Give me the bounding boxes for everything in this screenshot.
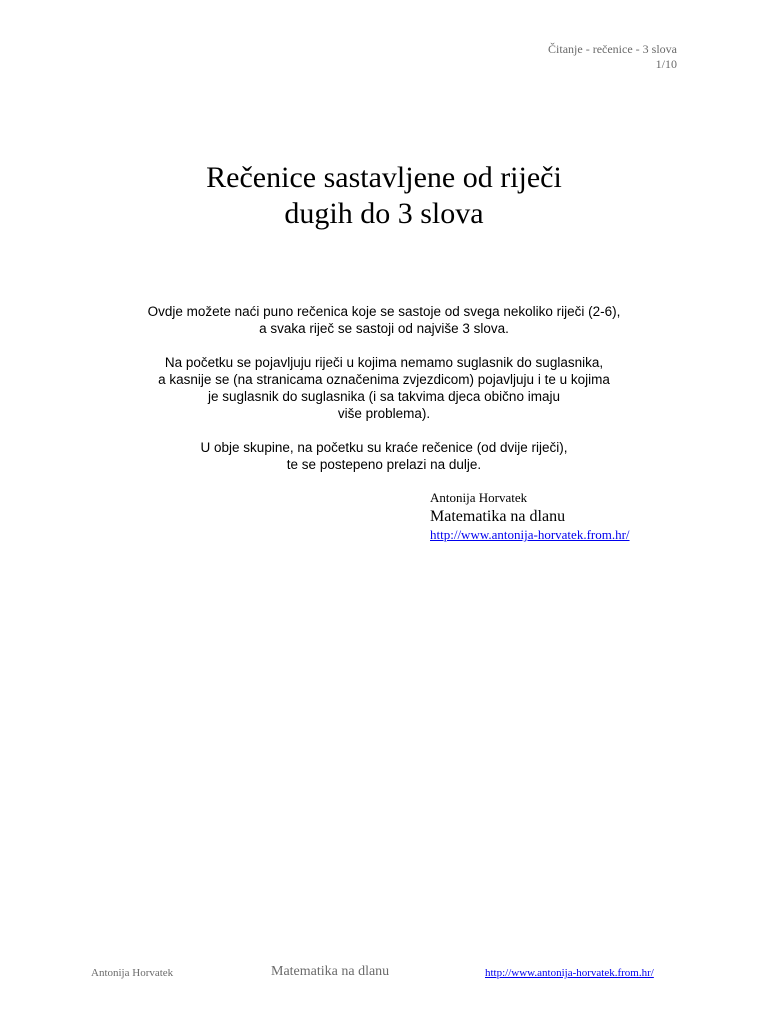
title-line-1: Rečenice sastavljene od riječi (206, 161, 562, 194)
signature-link[interactable]: http://www.antonija-horvatek.from.hr/ (430, 527, 630, 542)
intro-paragraph-2 (0, 354, 768, 422)
footer-author: Antonija Horvatek (91, 967, 174, 979)
signature-author: Antonija Horvatek (430, 490, 528, 505)
intro-line: te se postepeno prelazi na dulje. (286, 457, 482, 472)
page-number: 1/10 (655, 57, 677, 71)
page-title (0, 160, 768, 232)
document-title: Čitanje - rečenice - 3 slova (548, 42, 677, 56)
intro-line: više problema). (337, 406, 431, 421)
intro-line: je suglasnik do suglasnika (i sa takvima djeca obično imaju (208, 389, 560, 404)
intro-line: Na početku se pojavljuju riječi u kojima nemamo suglasnik do suglasnika, (164, 355, 604, 370)
footer-site-name: Matematika na dlanu (271, 964, 390, 979)
page-header (548, 42, 677, 72)
intro-paragraph-3 (0, 439, 768, 473)
intro-line: a svaka riječ se sastoji od najviše 3 slova. (259, 321, 509, 336)
title-line-2: dugih do 3 slova (284, 197, 484, 230)
intro-line: a kasnije se (na stranicama označenima zvjezdicom) pojavljuju i te u kojima (158, 372, 610, 387)
footer-link[interactable]: http://www.antonija-horvatek.from.hr/ (485, 967, 654, 979)
page-footer (0, 964, 768, 984)
intro-paragraph-1 (0, 303, 768, 337)
intro-line: Ovdje možete naći puno rečenica koje se sastoje od svega nekoliko riječi (2-6), (147, 304, 621, 319)
intro-text (0, 303, 768, 490)
signature-block (430, 489, 630, 544)
signature-site-name: Matematika na dlanu (430, 508, 566, 525)
intro-line: U obje skupine, na početku su kraće rečenice (od dvije riječi), (200, 440, 568, 455)
